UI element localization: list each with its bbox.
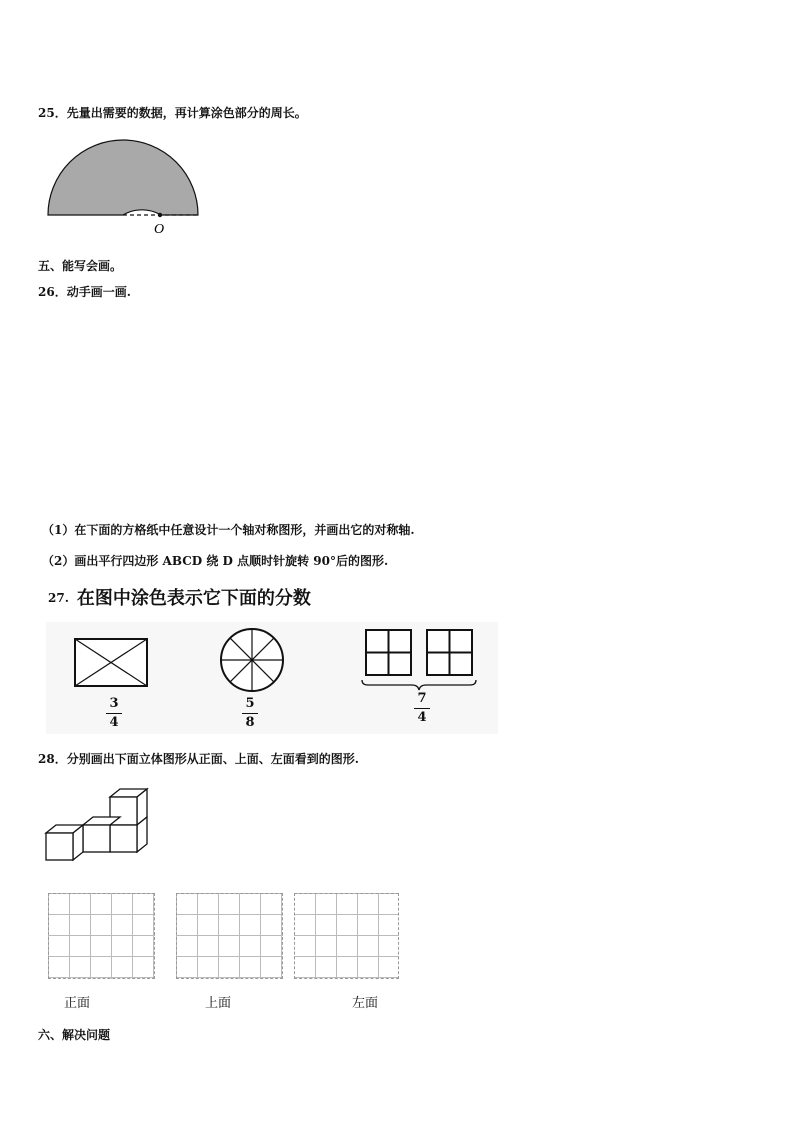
left-view-label: 左面 xyxy=(352,996,379,1011)
front-view-grid[interactable] xyxy=(48,893,155,979)
question-26-sub2: （2）画出平行四边形 ABCD 绕 D 点顺时针旋转 90°后的图形. xyxy=(42,554,389,568)
fraction-7-4: 7 4 xyxy=(410,692,434,725)
question-26-sub1: （1）在下面的方格纸中任意设计一个轴对称图形，并画出它的对称轴. xyxy=(42,523,415,537)
question-27-heading xyxy=(48,584,311,610)
fraction-5-8: 5 8 xyxy=(238,697,262,730)
two-squares-figure xyxy=(360,628,480,692)
fraction-3-4: 3 4 xyxy=(102,697,126,730)
section-5-heading: 五、能写会画。 xyxy=(38,259,123,273)
shaded-semicircle-figure xyxy=(40,135,210,235)
circle-figure xyxy=(218,626,286,694)
front-view-label: 正面 xyxy=(64,996,91,1011)
rectangle-figure xyxy=(74,638,150,690)
question-26-title: 26．动手画一画. xyxy=(38,285,131,299)
cube-stack-figure xyxy=(40,785,160,865)
question-25-text: 25．先量出需要的数据，再计算涂色部分的周长。 xyxy=(38,106,307,120)
section-6-heading: 六、解决问题 xyxy=(38,1028,111,1042)
center-o-label: O xyxy=(154,222,165,235)
fraction-figures-panel xyxy=(46,622,498,734)
top-view-label: 上面 xyxy=(205,996,232,1011)
question-27-text: 在图中涂色表示它下面的分数 xyxy=(76,588,311,609)
question-27-number: 27. xyxy=(48,591,69,605)
top-view-grid[interactable] xyxy=(176,893,283,979)
question-28-text: 28．分别画出下面立体图形从正面、上面、左面看到的图形. xyxy=(38,752,359,766)
left-view-grid[interactable] xyxy=(294,893,399,979)
